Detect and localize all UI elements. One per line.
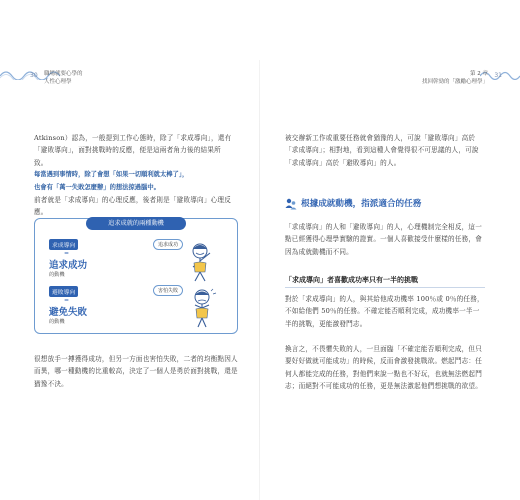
right-page-body [285,132,485,169]
right-page-body-3 [285,293,485,330]
diagram-box-avoid: 避敗導向 [49,286,78,297]
right-page-body-4 [285,343,485,393]
right-page-number: 31 [494,72,502,79]
worried-person-illustration [187,287,221,329]
subsection-rule [285,287,485,288]
section-title: 根據成就動機，指派適合的任務 [301,199,422,209]
diagram-achieve-motive: 的動機 [49,272,65,278]
left-page-number: 30 [30,72,38,79]
left-paragraph-1-tail: 前者就是「求成導向」的心理反應，後者則是「避敗導向」心理反應。 [34,196,232,217]
diagram-equals-bottom: = [64,297,70,304]
diagram-title: 追求成就的兩種動機 [86,217,186,230]
emphasis-line-2: 也會有「萬一失敗怎麼辦」的想法掠過腦中。 [34,183,160,191]
people-icon [285,198,297,210]
left-paragraph-2: 很想放手一搏獲得成功，但另一方面也害怕失敗，二者的均衡點因人而異，哪一種動機的比重較高，決定了一個人是勇於面對挑戰，還是猶豫不決。 [34,355,238,388]
right-page-body-2 [285,221,485,258]
left-page-body-bottom [34,353,239,390]
diagram-equals-top: = [64,250,70,257]
right-paragraph-1: 被交辦新工作或重要任務就會猶豫的人，可說「避敗導向」高於「求成導向」；相對地，看到這種人會覺得很不可思議的人，可說「求成導向」高於「避敗導向」的人。 [285,134,479,167]
diagram-box-achieve: 求成導向 [49,239,78,250]
chapter-label: 第 2 章 [470,71,488,77]
bubble-fear-failure: 害怕失敗 [153,285,183,296]
bubble-pursue-success: 追求成功 [153,239,183,250]
chapter-title: 找回幹勁的「激勵心理學」 [421,79,488,85]
diagram-avoid-failure: 避免失敗 [49,307,88,318]
emphasis-line-1: 每當遇到事情時，除了會想「如果一切順利就太棒了」， [34,171,189,179]
left-page-body [34,132,234,219]
page-gutter [259,60,260,500]
left-running-header [14,70,134,106]
right-paragraph-2: 「求成導向」的人和「避敗導向」的人，心理機制完全相反，這一點已經獲得心理學實驗的證實。一個人喜歡接受什麼樣的任務，會因為成就動機而不同。 [285,223,483,256]
subsection-title: 「求成導向」者喜歡成功率只有一半的挑戰 [285,276,418,284]
right-paragraph-4: 換言之，不畏懼失敗的人，一旦面臨「不確定能否順利完成，但只要好好做就可能成功」的時候，反而會激發挑戰欲。燃起鬥志：任何人都能完成的任務，對他們來說一點也不好玩，也就無法燃起鬥志；而絕對不可能成功的任務，更是無法激起他們想挑戰的欲望。 [285,345,483,391]
left-paragraph-1: Atkinson）認為，一般提到工作心態時，除了「求成導向」，還有「避敗導向」，面對挑戰時的反應，便是這兩者角力後的結果所致。 [34,134,232,167]
left-book-title: 職場就要心學的 人性心理學 [44,71,83,85]
right-running-header [362,70,502,106]
diagram-avoid-motive: 的動機 [49,319,65,325]
motivation-diagram [34,218,238,334]
section-heading [285,196,485,212]
diagram-achieve-success: 追求成功 [49,260,88,271]
right-paragraph-3: 對於「求成導向」的人，與其給他成功機率 100％或 0％的任務，不如給他們 50％的任務。不確定能否順利完成，成功機率一半一半的挑戰，更能激發鬥志。 [285,295,484,328]
confident-person-illustration [185,241,219,283]
